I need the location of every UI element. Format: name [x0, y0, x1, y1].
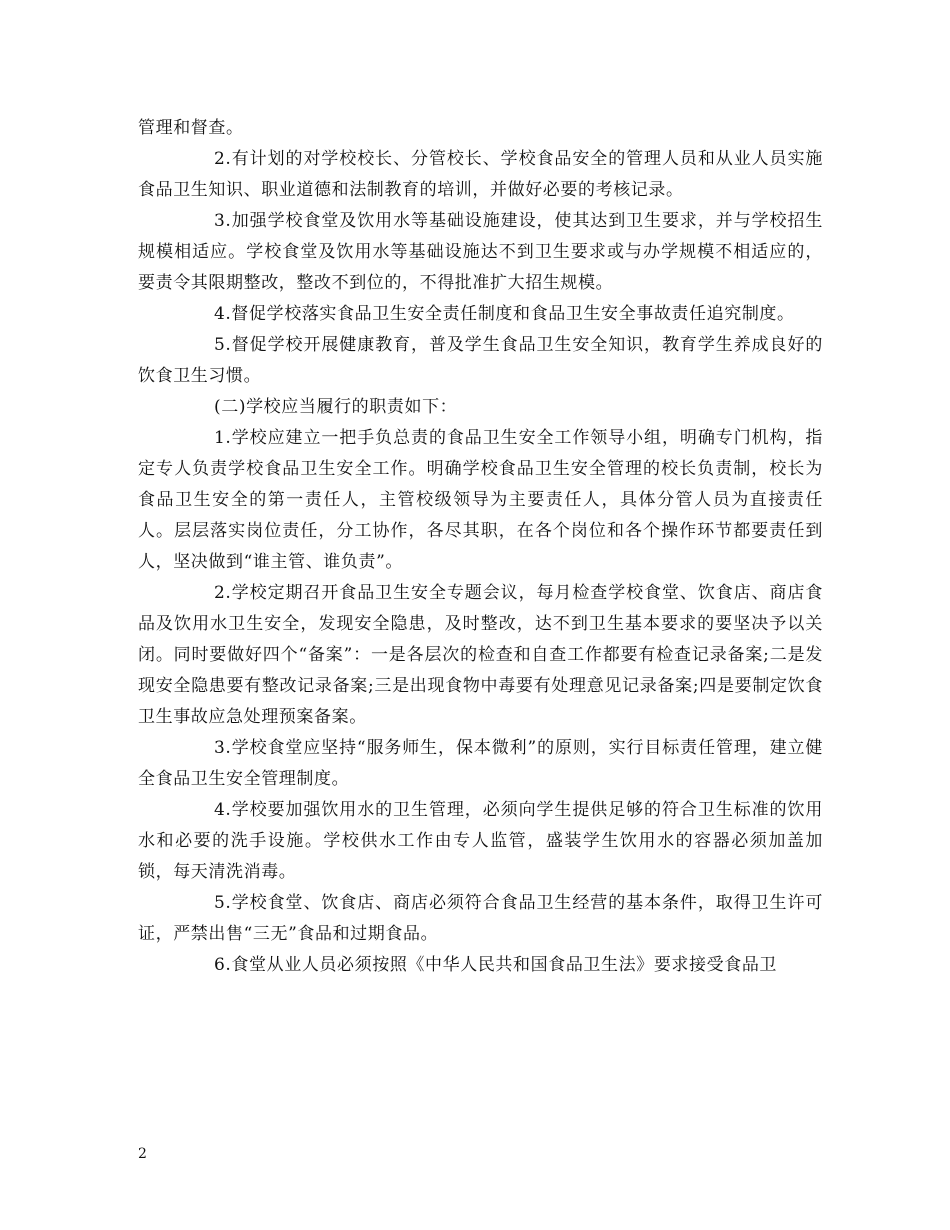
paragraph: 3.学校食堂应坚持“服务师生，保本微利”的原则，实行目标责任管理，建立健全食品卫生安全管理制度。	[138, 738, 823, 789]
section-heading: (二)学校应当履行的职责如下：	[214, 397, 458, 417]
document-body	[138, 113, 823, 981]
paragraph: 4.学校要加强饮用水的卫生管理，必须向学生提供足够的符合卫生标准的饮用水和必要的洗手设施。学校供水工作由专人监管，盛装学生饮用水的容器必须加盖加锁，每天清洗消毒。	[138, 800, 823, 882]
page-number: 2	[138, 1146, 147, 1162]
paragraph: 2.有计划的对学校校长、分管校长、学校食品安全的管理人员和从业人员实施食品卫生知识、职业道德和法制教育的培训，并做好必要的考核记录。	[138, 149, 823, 200]
paragraph: 3.加强学校食堂及饮用水等基础设施建设，使其达到卫生要求，并与学校招生规模相适应。学校食堂及饮用水等基础设施达不到卫生要求或与办学规模不相适应的，要责令其限期整改，整改不到位的，不得批准扩大招生规模。	[138, 211, 823, 293]
paragraph: 5.督促学校开展健康教育，普及学生食品卫生安全知识，教育学生养成良好的饮食卫生习惯。	[138, 335, 823, 386]
paragraph: 管理和督查。	[138, 118, 244, 138]
paragraph: 6.食堂从业人员必须按照《中华人民共和国食品卫生法》要求接受食品卫	[214, 955, 778, 975]
paragraph: 5.学校食堂、饮食店、商店必须符合食品卫生经营的基本条件，取得卫生许可证，严禁出售“三无”食品和过期食品。	[138, 893, 823, 944]
paragraph: 1.学校应建立一把手负总责的食品卫生安全工作领导小组，明确专门机构，指定专人负责学校食品卫生安全工作。明确学校食品卫生安全管理的校长负责制，校长为食品卫生安全的第一责任人，主管校级领导为主要责任人，具体分管人员为直接责任人。层层落实岗位责任，分工协作，各尽其职，在各个岗位和各个操作环节都要责任到人，坚决做到“谁主管、谁负责”。	[138, 428, 823, 572]
paragraph: 4.督促学校落实食品卫生安全责任制度和食品卫生安全事故责任追究制度。	[214, 304, 795, 324]
paragraph: 2.学校定期召开食品卫生安全专题会议，每月检查学校食堂、饮食店、商店食品及饮用水卫生安全，发现安全隐患，及时整改，达不到卫生基本要求的要坚决予以关闭。同时要做好四个“备案”：一是各层次的检查和自查工作都要有检查记录备案;二是发现安全隐患要有整改记录备案;三是出现食物中毒要有处理意见记录备案;四是要制定饮食卫生事故应急处理预案备案。	[138, 583, 823, 727]
